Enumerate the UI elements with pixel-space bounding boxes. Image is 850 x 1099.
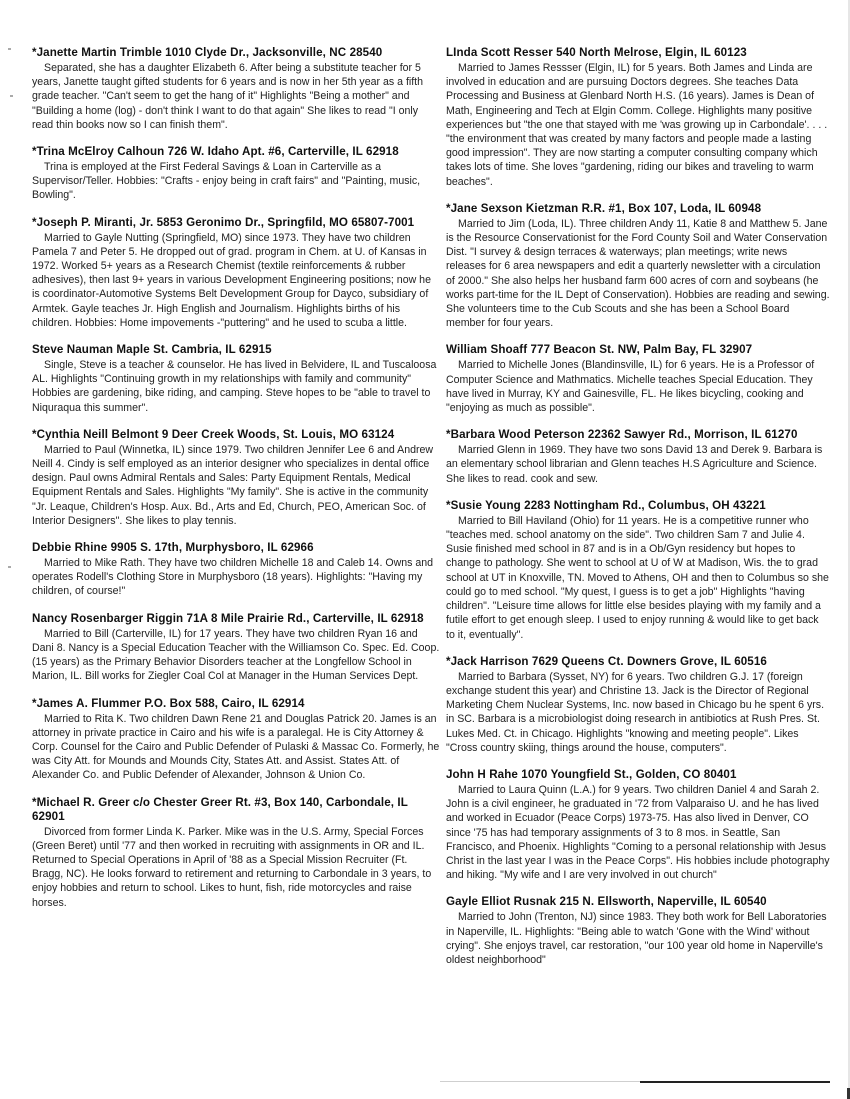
entry-heading: *Michael R. Greer c/o Chester Greer Rt. #3, Box 140, Carbondale, IL 62901 xyxy=(32,795,408,823)
alumni-entry xyxy=(32,697,440,783)
entry-heading: John H Rahe 1070 Youngfield St., Golden, CO 80401 xyxy=(446,767,737,781)
entry-heading: *Barbara Wood Peterson 22362 Sawyer Rd., Morrison, IL 61270 xyxy=(446,428,798,442)
entry-heading: *Cynthia Neill Belmont 9 Deer Creek Woods, St. Louis, MO 63124 xyxy=(32,427,395,441)
entry-heading: William Shoaff 777 Beacon St. NW, Palm Bay, FL 32907 xyxy=(446,343,753,357)
entry-text: Married to Bill (Carterville, IL) for 17 years. They have two children Ryan 16 and Dani 8. Nancy is a Special Education Teacher with the Williamson Co. Spec. Ed. Coop. (15 years) as the Primary Behavior Disorders teacher at the Longfellow School in Marion, IL. Bill works for Ziegler Coal Col at Manager in the Human Services Dept. xyxy=(32,627,440,683)
entry-text: Married to Paul (Winnetka, IL) since 1979. Two children Jennifer Lee 6 and Andrew Neill 4. Cindy is self employed as an interior designer who specializes in dental office design. Paul owns Admiral Rentals and Sales: Party Equipment Rentals, Medical Equipment Rentals and Sales. Highlights "My family". She is active in the community "Jr. Leaque, Children's Hosp. Aux. Bd., Arts and Ed, Church, PEO, American Soc. of Interior Designers". She likes to play tennis. xyxy=(32,443,434,527)
alumni-entry xyxy=(32,46,440,132)
bottom-rule xyxy=(640,1081,830,1083)
entry-text: Married to Bill Haviland (Ohio) for 11 years. He is a competitive runner who "teaches med. school anatomy on the side". Two children Sam 7 and Julie 4. Susie finished med school in 87 and is in a Ob/Gyn residency but hopes to change to pathology. She went to school at U of W at Madison, Wis. the to grad school at UT in Knoxville, TN. Moved to Athens, OH and then to Columbus so she could go to med school. "My quest, I guess is to get a job" Highlights "having children". "Leisure time allows for little else besides playing with my family and a futile effort to get enough sleep. I used to enjoy running & would like to get back to it, eventually". xyxy=(446,514,829,641)
alumni-entry xyxy=(446,499,830,642)
entry-text: Trina is employed at the First Federal Savings & Loan in Carterville as a Supervisor/Teller. Hobbies: "Crafts - enjoy being in craft fairs" and "Painting, music, Bowling". xyxy=(32,161,421,202)
entry-text: Separated, she has a daughter Elizabeth 6. After being a substitute teacher for 5 years, Janette taught gifted students for 6 years and is now in her 5th year as a fifth grade teacher. "Can't seem to get the hang of it" Highlights "Being a mother" and "Building a home (log) - don't think I want to do that again" She likes to read "I only read thin books now so I can finish them". xyxy=(32,62,424,131)
entry-text: Married to Michelle Jones (Blandinsville, IL) for 6 years. He is a Professor of Computer Science and Mathmatics. Michelle teaches Special Education. They have lived in Murray, KY and Gainesville, FL. He likes bicycling, cooking and "enjoying as much as possible". xyxy=(446,359,815,415)
entry-heading: *James A. Flummer P.O. Box 588, Cairo, IL 62914 xyxy=(32,696,305,710)
entry-heading: Gayle Elliot Rusnak 215 N. Ellsworth, Naperville, IL 60540 xyxy=(446,895,767,909)
entry-text: Married to James Ressser (Elgin, IL) for 5 years. Both James and Linda are involved in education and are pursuing Doctors degrees. She teaches Data Processing and Business at Glenbard North H.S. (16 years). James is Dean of Math, Engineering and Tech at Elgin Comm. College. Highlights many positive experiences but "the one that stayed with me 'was growing up in Carbondale'. . . . "the environment that was created by many factors and people made a lasting good impression". They are now starting a computer consulting company which takes lots of time. She loves "gardening, riding our bikes and traveling to warm beaches". xyxy=(446,62,828,188)
alumni-entry xyxy=(446,46,830,189)
entry-text: Married Glenn in 1969. They have two sons David 13 and Derek 9. Barbara is an elementary school librarian and Glenn teaches H.S Agriculture and Science. She likes to read. cook and sew. xyxy=(446,444,823,485)
entry-text: Divorced from former Linda K. Parker. Mike was in the U.S. Army, Special Forces (Green Beret) until '77 and then worked in recruiting with assignments in OR and IL. Returned to Special Operations in April of '88 as a Special Mission Recruiter (Ft. Bragg, NC). He looks forward to retirement and returning to Carbondale in 3 years, to enjoy hobbies and return to school. Likes to hunt, fish, ride motorcycles and raise horses. xyxy=(32,825,432,909)
alumni-entry xyxy=(446,768,830,882)
entry-heading: Nancy Rosenbarger Riggin 71A 8 Mile Prairie Rd., Carterville, IL 62918 xyxy=(32,611,424,625)
alumni-entry xyxy=(32,428,440,528)
entry-text: Married to Laura Quinn (L.A.) for 9 years. Two children Daniel 4 and Sarah 2. John is a civil engineer, he graduated in '72 from Valparaiso U. and he has lived and worked in Ecuador (Peace Corps) 1973-75. Has also lived in Denver, CO since '75 has had temporary assignments of 3 to 8 mos. in Seattle, San Francisco, and Phoenix. Highlights "Coming to a personal relationship with Jesus Christ in the last year I was in the Peace Corps". His hobbies include photography and hiking. "My wife and I are very involved in out church" xyxy=(446,783,830,882)
entry-heading: Debbie Rhine 9905 S. 17th, Murphysboro, IL 62966 xyxy=(32,541,314,555)
scan-speck xyxy=(10,95,13,97)
entry-heading: LInda Scott Resser 540 North Melrose, Elgin, IL 60123 xyxy=(446,46,747,59)
entry-text: Married to John (Trenton, NJ) since 1983. They both work for Bell Laboratories in Naperville, IL. Highlights: "Being able to watch 'Gone with the Wind' without crying". She enjoys travel, car restoration, "our 100 year old home in Naperville's oldest neighborhood" xyxy=(446,911,827,966)
alumni-entry xyxy=(32,216,440,330)
entry-text: Single, Steve is a teacher & counselor. He has lived in Belvidere, IL and Tuscaloosa AL. Highlights "Continuing growth in my relationships with family and community" Hobbies are gardening, bike riding, and camping. Steve hopes to be "able to travel to Niquraqua this summer". xyxy=(32,359,437,414)
alumni-entry xyxy=(446,202,830,331)
right-column xyxy=(446,46,830,980)
scan-speck xyxy=(8,48,11,50)
alumni-entry xyxy=(446,655,830,755)
alumni-entry xyxy=(446,428,830,486)
alumni-entry xyxy=(32,541,440,599)
alumni-entry xyxy=(32,145,440,203)
entry-text: Married to Barbara (Sysset, NY) for 6 years. Two children G.J. 17 (foreign exchange student this year) and Christine 13. Jack is the Director of Regional Marketing Chem Nuclear Systems, Inc. now based in Chicago bu he spent 6 yrs. in SC. Barbara is a microbiologist doing research in antibiotics at Rush Pres. St. Lukes Med. Ct. in Chicago. Highlights "knowing and meeting people". Likes "Cross country skiing, things around the house, computers". xyxy=(446,670,825,754)
alumni-entry xyxy=(446,895,830,967)
alumni-entry xyxy=(446,343,830,415)
alumni-entry xyxy=(32,612,440,684)
entry-heading: *Joseph P. Miranti, Jr. 5853 Geronimo Dr., Springfild, MO 65807-7001 xyxy=(32,215,415,229)
entry-heading: *Janette Martin Trimble 1010 Clyde Dr., Jacksonville, NC 28540 xyxy=(32,46,383,59)
entry-heading: *Jane Sexson Kietzman R.R. #1, Box 107, Loda, IL 60948 xyxy=(446,201,762,215)
entry-heading: *Jack Harrison 7629 Queens Ct. Downers Grove, IL 60516 xyxy=(446,654,767,668)
entry-heading: *Trina McElroy Calhoun 726 W. Idaho Apt. #6, Carterville, IL 62918 xyxy=(32,145,399,159)
entry-text: Married to Mike Rath. They have two children Michelle 18 and Caleb 14. Owns and operates Rodell's Clothing Store in Murphysboro (18 years). Highlights: "Having my children, of course!" xyxy=(32,557,434,598)
entry-text: Married to Gayle Nutting (Springfield, MO) since 1973. They have two children Pamela 7 and Peter 5. He dropped out of grad. program in Chem. at U. of Kansas in 1972. Worked 5+ years as a Research Chemist (textile reinforcements & rubber adhesives), then last 9+ years in various Development Engineering positions; now he is coordinator-Automotive Systems Belt Development Group for Dayco, subsidiary of Armtek. Gayle teaches Jr. High English and Journalism. Highlights births of his children. Hobbies: Home impovements -"puttering" and he used to scuba a little. xyxy=(32,231,431,329)
scan-speck xyxy=(8,566,11,568)
entry-heading: Steve Nauman Maple St. Cambria, IL 62915 xyxy=(32,343,272,357)
alumni-entry xyxy=(32,796,440,910)
alumni-entry xyxy=(32,343,440,415)
bottom-rule-faint xyxy=(440,1081,640,1082)
left-column xyxy=(32,46,440,923)
entry-heading: *Susie Young 2283 Nottingham Rd., Columbus, OH 43221 xyxy=(446,498,766,512)
entry-text: Married to Jim (Loda, IL). Three children Andy 11, Katie 8 and Matthew 5. Jane is the Resource Conservationist for the Ford County Soil and Water Conservation Dist. "I survey & design terraces & waterways; plan meetings; write news releases for 6 area newspapers and edit a quarterly newsletter with a circulation of 2000." She also helps her husband farm 600 acres of corn and soybeans (he works part-time for the IL Dept of Conservation). Hobbies are reading and sewing. She volunteers time to the Cub Scouts and she has been a School Board member for four years. xyxy=(446,217,830,330)
entry-text: Married to Rita K. Two children Dawn Rene 21 and Douglas Patrick 20. James is an attorney in private practice in Cairo and his wife is a paralegal. He is City Attorney & Corp. Counsel for the Cairo and Public Defender of Pulaski & Massac Co. Formerly, he was City Att. for Mounds and Mounds City, States Att. and Assist. States Att. of Alexander Co. and Public Defender of Alexander, Johnson & Union Co. xyxy=(32,712,440,782)
